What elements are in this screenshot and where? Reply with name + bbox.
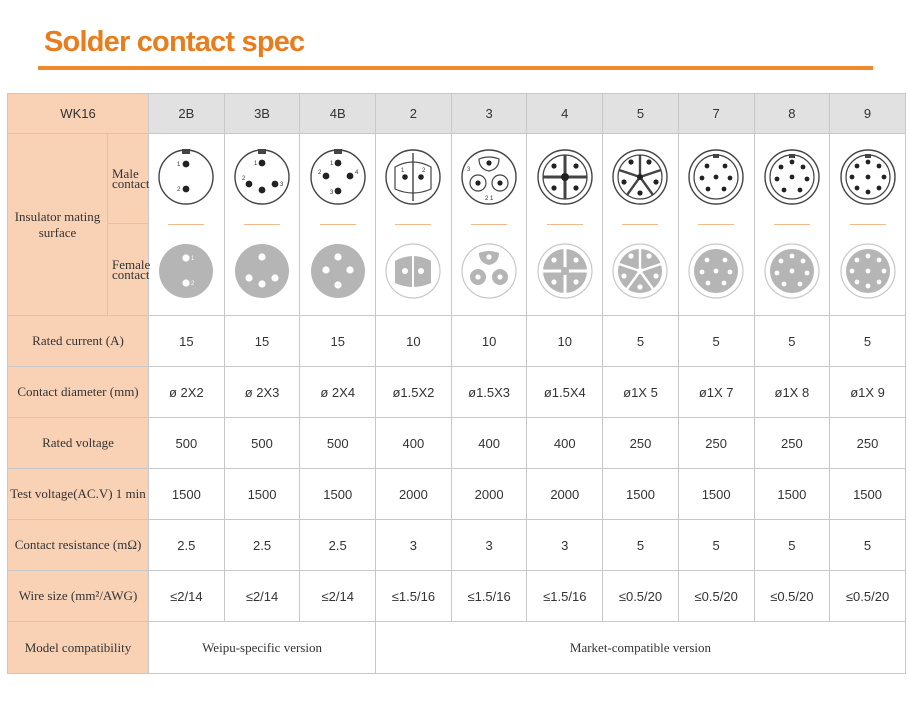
table-row (8, 367, 906, 418)
table-cell: ≤2/14 (300, 571, 376, 622)
table-cell: ≤2/14 (149, 571, 225, 622)
svg-text:3: 3 (467, 166, 471, 173)
table-row (8, 571, 906, 622)
mating-row (8, 134, 906, 224)
column-header: 5 (603, 94, 679, 134)
table-cell: 2000 (451, 469, 527, 520)
face-cell (527, 134, 603, 316)
compatibility-row (8, 622, 906, 674)
table-cell: 1500 (300, 469, 376, 520)
male-contact-label: Male contact (108, 134, 149, 224)
svg-text:4: 4 (354, 169, 359, 176)
table-row (8, 520, 906, 571)
svg-text:2: 2 (177, 186, 181, 193)
table-cell: ø1X 9 (830, 367, 906, 418)
compatibility-group: Market-compatible version (376, 622, 906, 674)
row-label: Rated current (A) (8, 316, 149, 367)
table-row (8, 469, 906, 520)
table-row (8, 418, 906, 469)
table-cell: ≤0.5/20 (830, 571, 906, 622)
table-cell: 400 (527, 418, 603, 469)
svg-text:1: 1 (401, 167, 405, 174)
separator-line (622, 224, 658, 225)
column-header: 3 (451, 94, 527, 134)
separator-line (395, 224, 431, 225)
2-pin-female-face-icon (156, 241, 216, 301)
5-pin-female-face-icon (610, 241, 670, 301)
table-cell: 250 (754, 418, 830, 469)
table-cell: 5 (603, 520, 679, 571)
table-cell: 1500 (224, 469, 300, 520)
separator-line (320, 224, 356, 225)
title-underline (38, 66, 873, 70)
7-pin-female-face-icon (686, 241, 746, 301)
8-pin-female-face-icon (762, 241, 822, 301)
2-pin-female-face-icon (383, 241, 443, 301)
table-cell: 5 (830, 316, 906, 367)
table-cell: ø 2X3 (224, 367, 300, 418)
table-cell: 3 (527, 520, 603, 571)
table-cell: ø1X 5 (603, 367, 679, 418)
table-cell: 500 (149, 418, 225, 469)
table-cell: 3 (451, 520, 527, 571)
table-cell: 400 (376, 418, 452, 469)
table-cell: 5 (678, 520, 754, 571)
5-pin-male-face-icon (610, 147, 670, 207)
table-cell: 1500 (678, 469, 754, 520)
row-label: Model compatibility (8, 622, 149, 674)
separator-line (774, 224, 810, 225)
table-cell: ø1X 8 (754, 367, 830, 418)
table-cell: 1500 (149, 469, 225, 520)
column-header: 2B (149, 94, 225, 134)
4-pin-male-face-icon (308, 147, 368, 207)
row-label: Test voltage(AC.V) 1 min (8, 469, 149, 520)
table-cell: 1500 (830, 469, 906, 520)
table-cell: 250 (830, 418, 906, 469)
separator-line (244, 224, 280, 225)
separator-line (168, 224, 204, 225)
column-header: 2 (376, 94, 452, 134)
table-cell: 250 (603, 418, 679, 469)
face-cell (678, 134, 754, 316)
9-pin-male-face-icon (838, 147, 898, 207)
svg-text:1: 1 (254, 160, 258, 167)
face-cell (754, 134, 830, 316)
svg-text:3: 3 (329, 189, 334, 196)
table-cell: ø1.5X2 (376, 367, 452, 418)
svg-text:2: 2 (191, 280, 195, 287)
table-cell: 2.5 (300, 520, 376, 571)
row-label: Contact resistance (mΩ) (8, 520, 149, 571)
table-cell: ø 2X2 (149, 367, 225, 418)
table-cell: 15 (224, 316, 300, 367)
table-row (8, 316, 906, 367)
female-contact-label: Female contact (108, 224, 149, 316)
face-cell (603, 134, 679, 316)
table-cell: 5 (678, 316, 754, 367)
table-cell: 2000 (376, 469, 452, 520)
separator-line (850, 224, 886, 225)
compatibility-group: Weipu-specific version (149, 622, 376, 674)
4-pin-male-face-icon (535, 147, 595, 207)
table-cell: 500 (224, 418, 300, 469)
row-label: Rated voltage (8, 418, 149, 469)
face-cell (224, 134, 300, 316)
table-cell: 1500 (603, 469, 679, 520)
table-cell: 3 (376, 520, 452, 571)
2-pin-male-face-icon (383, 147, 443, 207)
table-cell: ≤2/14 (224, 571, 300, 622)
7-pin-male-face-icon (686, 147, 746, 207)
svg-text:1: 1 (329, 160, 334, 167)
svg-text:2 1: 2 1 (485, 195, 494, 202)
column-header: 7 (678, 94, 754, 134)
table-cell: 15 (149, 316, 225, 367)
table-cell: 500 (300, 418, 376, 469)
separator-line (471, 224, 507, 225)
table-cell: 5 (830, 520, 906, 571)
9-pin-female-face-icon (838, 241, 898, 301)
separator-line (698, 224, 734, 225)
svg-text:2: 2 (317, 169, 322, 176)
column-header: 9 (830, 94, 906, 134)
table-cell: ≤0.5/20 (603, 571, 679, 622)
table-cell: 10 (376, 316, 452, 367)
table-cell: ≤1.5/16 (451, 571, 527, 622)
table-cell: ≤0.5/20 (678, 571, 754, 622)
svg-text:1: 1 (177, 161, 181, 168)
table-cell: 250 (678, 418, 754, 469)
svg-text:3: 3 (280, 181, 284, 188)
face-cell (451, 134, 527, 316)
face-cell (300, 134, 376, 316)
page-title: Solder contact spec (44, 26, 305, 58)
table-cell: 15 (300, 316, 376, 367)
table-cell: ø1.5X3 (451, 367, 527, 418)
corner-label: WK16 (8, 94, 149, 134)
row-label: Contact diameter (mm) (8, 367, 149, 418)
table-cell: 10 (451, 316, 527, 367)
3-pin-male-face-icon (232, 147, 292, 207)
column-header: 3B (224, 94, 300, 134)
4-pin-female-face-icon (535, 241, 595, 301)
3-pin-female-face-icon (459, 241, 519, 301)
face-cell (149, 134, 225, 316)
table-cell: ≤0.5/20 (754, 571, 830, 622)
row-label: Wire size (mm²/AWG) (8, 571, 149, 622)
svg-text:2: 2 (242, 175, 246, 182)
svg-text:1: 1 (191, 255, 195, 262)
table-cell: 2.5 (224, 520, 300, 571)
table-cell: 10 (527, 316, 603, 367)
table-cell: ≤1.5/16 (527, 571, 603, 622)
table-cell: ≤1.5/16 (376, 571, 452, 622)
mating-surface-label: Insulator mating surface (8, 134, 108, 316)
header-row (8, 94, 906, 134)
table-cell: ø1.5X4 (527, 367, 603, 418)
spec-table (7, 93, 906, 674)
column-header: 4 (527, 94, 603, 134)
table-cell: 5 (754, 520, 830, 571)
table-cell: ø1X 7 (678, 367, 754, 418)
table-cell: 400 (451, 418, 527, 469)
table-cell: 2.5 (149, 520, 225, 571)
8-pin-male-face-icon (762, 147, 822, 207)
table-cell: 2000 (527, 469, 603, 520)
column-header: 8 (754, 94, 830, 134)
table-cell: ø 2X4 (300, 367, 376, 418)
table-cell: 1500 (754, 469, 830, 520)
4-pin-female-face-icon (308, 241, 368, 301)
separator-line (547, 224, 583, 225)
table-cell: 5 (603, 316, 679, 367)
table-cell: 5 (754, 316, 830, 367)
face-cell (376, 134, 452, 316)
column-header: 4B (300, 94, 376, 134)
3-pin-male-face-icon (459, 147, 519, 207)
3-pin-female-face-icon (232, 241, 292, 301)
svg-text:2: 2 (422, 167, 426, 174)
face-cell (830, 134, 906, 316)
2-pin-male-face-icon (156, 147, 216, 207)
